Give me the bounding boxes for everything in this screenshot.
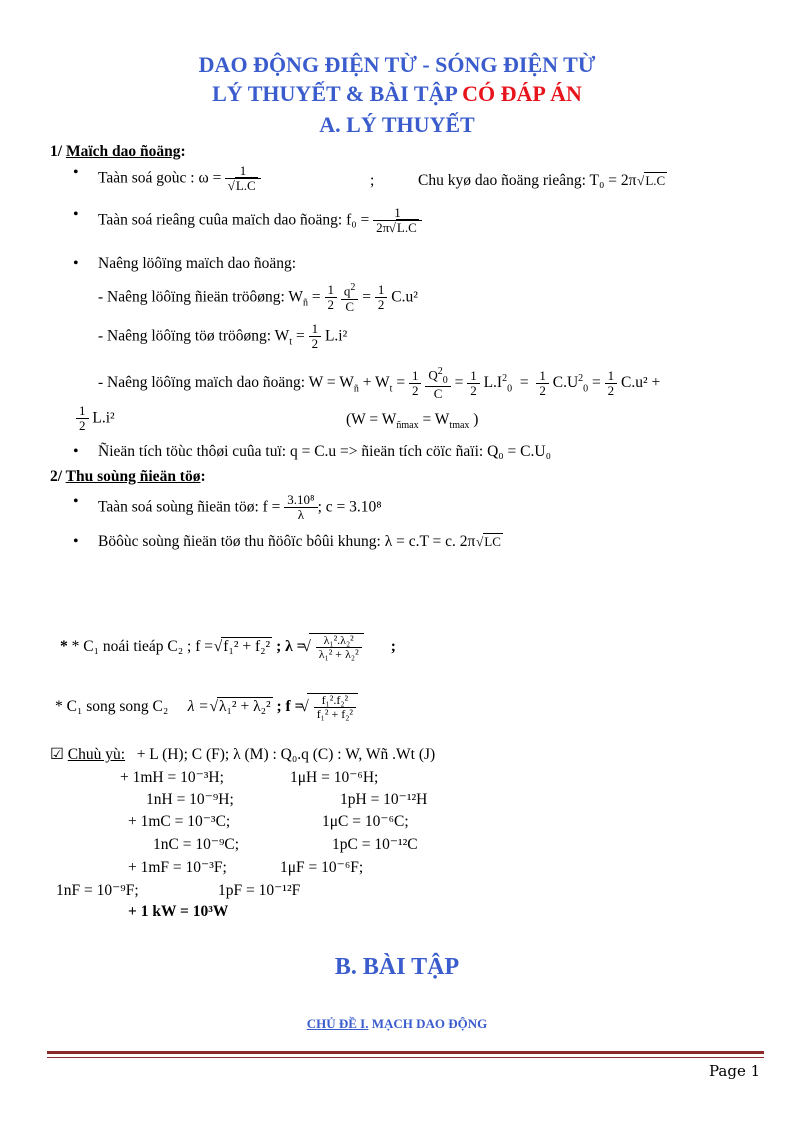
unit-l6a: 1nF = 10⁻⁹F; (56, 882, 139, 899)
angular-freq-fraction (225, 164, 261, 194)
series-lambda: ; λ = (276, 637, 306, 655)
sec2-bullet-wavelength (98, 533, 503, 551)
wave-freq-fraction (284, 493, 317, 523)
checkbox-icon: ☑ (50, 746, 64, 763)
sec1-bullet-energy: • Naêng löôïng maïch dao ñoäng: (98, 255, 296, 273)
doc-title-line2 (0, 81, 794, 107)
parallel-f: ; f = (276, 697, 304, 715)
parallel-label: * C₁ song song C₂ (55, 697, 169, 715)
sub-d: ñ (303, 297, 309, 309)
half-frac: $\frac{1}{2}$ (309, 322, 322, 352)
frac-num: 3.10⁸ (287, 492, 315, 507)
q2-over-c: $\frac{q^2}{C}$ (341, 282, 359, 314)
title-with-answers: CÓ ĐÁP ÁN (462, 81, 582, 106)
topic-heading (0, 1016, 794, 1032)
frac-den: λ (284, 507, 317, 522)
parallel-combo (55, 693, 358, 721)
wave-freq-label: Taàn soá soùng ñieän töø: f = (98, 498, 281, 516)
half-frac: $\frac{1}{2}$ (325, 283, 338, 313)
period-sqrt: √ L.C (644, 172, 667, 188)
unit-l7: + 1 kW = 10³W (128, 903, 229, 920)
topic-title: MẠCH DAO ĐỘNG (368, 1016, 488, 1031)
unit-l5b: 1μF = 10⁻⁶F; (280, 859, 364, 876)
parallel-lambda: λ = (187, 697, 209, 715)
eq: = (392, 374, 406, 392)
angular-freq-label: Taàn soá goùc : ω = (98, 169, 222, 187)
li2: L.i² (92, 409, 115, 427)
note-header (50, 745, 435, 764)
half-frac: $\frac{1}{2}$ (467, 369, 480, 399)
parallel-f-sqrt: √ $\frac{\text{f₁².f₂²}}{\text{f₁² + f₂²}}$ (307, 693, 358, 721)
li2: L.i² (324, 327, 348, 345)
sqrt-lc: √ L.C (396, 219, 419, 235)
title-theory-exercises: LÝ THUYẾT & BÀI TẬP (212, 81, 463, 106)
two-pi: 2π (376, 220, 390, 236)
note-units: + L (H); C (F); λ (M) : Q₀.q (C) : W, Wñ .Wt (J) (136, 746, 436, 763)
topic-number: CHỦ ĐỀ I. (306, 1016, 369, 1031)
series-combo: * * C₁ noái tieáp C₂ ; f = √ f₁² + f₂² ; λ = √ $\frac{\text{λ₁².λ₂²}}{\text{λ₁² + λ₂²}}$ ; (60, 633, 396, 661)
cu2: C.u² (391, 288, 418, 306)
eq: = (295, 327, 305, 345)
energy-total-cont (76, 404, 115, 434)
series-f-sqrt: √ f₁² + f₂² (221, 637, 272, 655)
series-label: * C₁ noái tieáp C₂ ; f = (71, 637, 214, 655)
sec2-num: 2/ (50, 468, 66, 485)
energy-total: - Naêng löôïng maïch dao ñoäng: $W = W_ñ + W_t$ = $\frac{1}{2}$ $\frac{Q^2_0}{C}$ = $\frac{1}{2}$ $L.I^2_0$ = $\frac{1}{2}$ $C.U^2_0$ = $\frac{1}{2}$ C.u² + (98, 366, 661, 401)
note-label: Chuù yù: (67, 746, 126, 763)
sec1-bullet-charge: • Ñieän tích töùc thôøi cuûa tuï: q = C.u => ñieän tích cöïc ñaïi: Q₀ = C.U₀ (98, 443, 551, 461)
sqrt-lc: √ L.C (235, 177, 258, 193)
parallel-lambda-sqrt: √ λ₁² + λ₂² (217, 697, 273, 715)
wavelength-label: Böôùc soùng ñieän töø thu ñöôïc bôûi khung: λ = c.T = c. 2π (98, 533, 476, 550)
sec2-bullet-wave-freq (98, 493, 382, 523)
unit-l1b: 1μH = 10⁻⁶H; (290, 769, 379, 786)
period-label: Chu kyø dao ñoäng rieâng: T₀ = 2π (418, 172, 637, 189)
sec1-bullet-natural-freq (98, 206, 422, 236)
energy-total-label: - Naêng löôïng maïch dao ñoäng: W = W (98, 374, 354, 392)
sec1-heading (50, 143, 186, 161)
half-frac: $\frac{1}{2}$ (375, 283, 388, 313)
unit-l3b: 1μC = 10⁻⁶C; (322, 813, 409, 830)
energy-electric-label: - Naêng löôïng ñieän tröôøng: W (98, 288, 304, 306)
series-lambda-sqrt: √ $\frac{\text{λ₁².λ₂²}}{\text{λ₁² + λ₂²}}$ (309, 633, 363, 661)
unit-l2b: 1pH = 10⁻¹²H (340, 791, 428, 808)
page-number: Page 1 (709, 1062, 761, 1080)
half-frac: $\frac{1}{2}$ (76, 404, 89, 434)
energy-electric: - Naêng löôïng ñieän tröôøng: $W_ñ$ = $\frac{1}{2}$ $\frac{q^2}{C}$ = $\frac{1}{2}$ C.u² (98, 282, 418, 314)
half-frac: $\frac{1}{2}$ (409, 369, 422, 399)
frac-num: 1 (239, 163, 247, 178)
unit-l4a: 1nC = 10⁻⁹C; (153, 836, 240, 853)
unit-l1a: + 1mH = 10⁻³H; (120, 769, 224, 786)
sec2-title: Thu soùng ñieän töø (65, 468, 201, 485)
unit-l2a: 1nH = 10⁻⁹H; (146, 791, 234, 808)
unit-l6b: 1pF = 10⁻¹²F (218, 882, 301, 899)
footer-rule-thin (47, 1057, 764, 1058)
sec1-bullet-angular-freq (98, 164, 261, 194)
series-end: ; (390, 637, 396, 655)
energy-max-note: ($W = W_{ñmax} = W_{tmax}$ ) (346, 411, 479, 432)
sec1-colon: : (180, 143, 186, 160)
sec1-title: Maïch dao ñoäng (65, 143, 181, 160)
natural-freq-label: Taàn soá rieâng cuûa maïch dao ñoäng: f₀ = (98, 211, 370, 229)
cu2-plus: C.u² + (621, 374, 661, 392)
eq: = (311, 288, 321, 306)
energy-magnetic-label: - Naêng löôïng töø tröôøng: W (98, 327, 290, 345)
unit-l5a: + 1mF = 10⁻³F; (128, 859, 227, 876)
part-b-heading: B. BÀI TẬP (334, 954, 460, 980)
sub-t: t (289, 336, 293, 348)
frac-num: 1 (394, 205, 401, 220)
sec2-colon: : (200, 468, 206, 485)
natural-freq-fraction (373, 206, 422, 236)
plus-wt: + W (358, 374, 390, 392)
q02-over-c: $\frac{Q^2_0}{C}$ (425, 366, 450, 401)
light-speed: ; c = 3.10⁸ (317, 498, 382, 516)
doc-title-line1: DAO ĐỘNG ĐIỆN TỪ - SÓNG ĐIỆN TỪ (198, 52, 596, 77)
half-frac: $\frac{1}{2}$ (605, 369, 618, 399)
period-formula (418, 172, 667, 190)
half-frac: $\frac{1}{2}$ (536, 369, 549, 399)
energy-magnetic (98, 322, 347, 352)
unit-l3a: + 1mC = 10⁻³C; (128, 813, 231, 830)
section-a-heading: A. LÝ THUYẾT (319, 112, 475, 137)
semicolon: ; (370, 172, 375, 189)
footer-rule-thick (47, 1051, 764, 1054)
frac-den (373, 220, 422, 235)
sec2-heading (50, 468, 206, 486)
frac-den (225, 178, 261, 193)
unit-l4b: 1pC = 10⁻¹²C (332, 836, 418, 853)
sqrt-lc: √ LC (483, 533, 503, 549)
sec1-num: 1/ (50, 143, 66, 160)
